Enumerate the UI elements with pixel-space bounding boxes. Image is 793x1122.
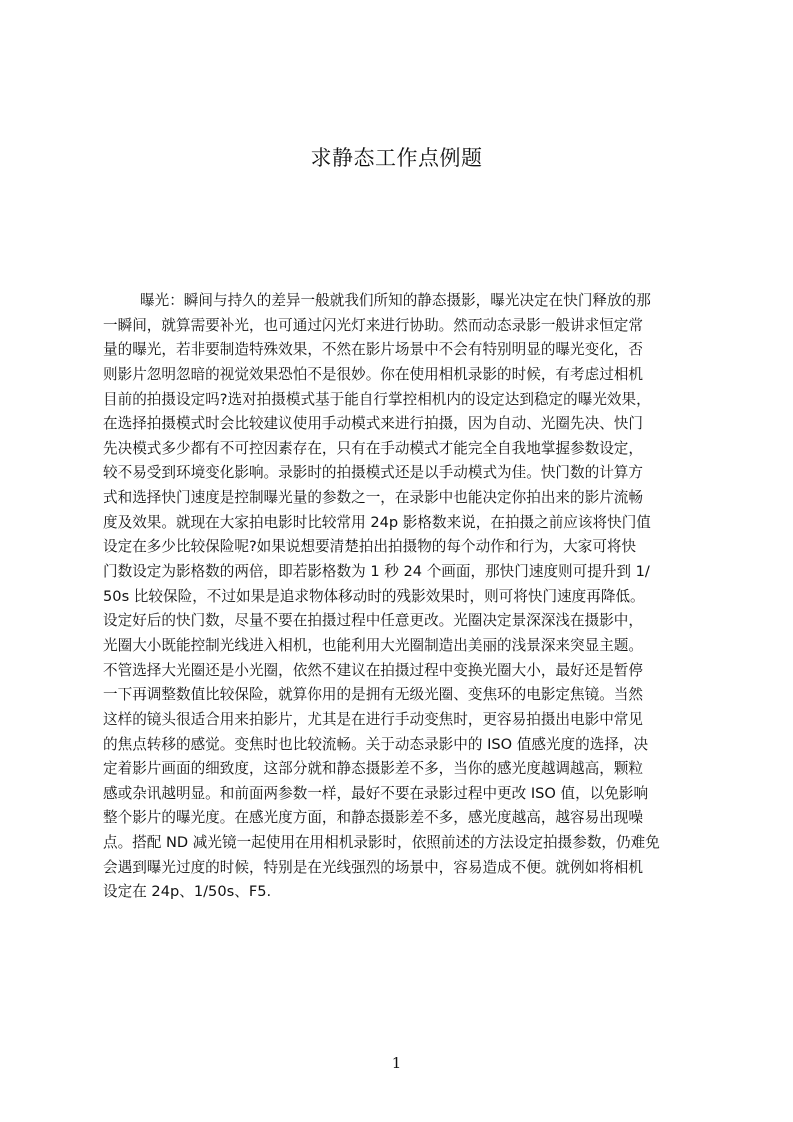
text-line: 度及效果。就现在大家拍电影时比较常用 24p 影格数来说，在拍摄之前应该将快门值 bbox=[103, 513, 651, 531]
text-line: 会遇到曝光过度的时候，特别是在光线强烈的场景中，容易造成不便。就例如将相机 bbox=[103, 858, 643, 876]
document-body bbox=[103, 289, 697, 905]
text-line: 定着影片画面的细致度，这部分就和静态摄影差不多，当你的感光度越调越高，颗粒 bbox=[103, 760, 643, 778]
text-line: 光圈大小既能控制光线进入相机，也能利用大光圈制造出美丽的浅景深来突显主题。 bbox=[103, 636, 643, 654]
text-line: 较不易受到环境变化影响。录影时的拍摄模式还是以手动模式为佳。快门数的计算方 bbox=[103, 464, 643, 482]
text-line: 的焦点转移的感觉。变焦时也比较流畅。关于动态录影中的 ISO 值感光度的选择，决 bbox=[103, 735, 649, 753]
text-line: 50s 比较保险，不过如果是追求物体移动时的残影效果时，则可将快门速度再降低。 bbox=[103, 587, 645, 605]
document-title: 求静态工作点例题 bbox=[310, 146, 483, 170]
text-line: 不管选择大光圈还是小光圈，依然不建议在拍摄过程中变换光圈大小，最好还是暂停 bbox=[103, 661, 643, 679]
text-line: 门数设定为影格数的两倍，即若影格数为 1 秒 24 个画面，那快门速度则可提升到 1/ bbox=[103, 563, 650, 581]
text-line: 一瞬间，就算需要补光，也可通过闪光灯来进行协助。然而动态录影一般讲求恒定常 bbox=[103, 316, 643, 334]
text-line: 目前的拍摄设定吗?选对拍摄模式基于能自行掌控相机内的设定达到稳定的曝光效果， bbox=[103, 390, 651, 408]
text-line: 点。搭配 ND 减光镜一起使用在用相机录影时，依照前述的方法设定拍摄参数，仍难免 bbox=[103, 834, 660, 852]
text-line: 设定好后的快门数，尽量不要在拍摄过程中任意更改。光圈决定景深深浅在摄影中， bbox=[103, 612, 643, 630]
text-line: 式和选择快门速度是控制曝光量的参数之一，在录影中也能决定你拍出来的影片流畅 bbox=[103, 489, 643, 507]
text-line: 曝光：瞬间与持久的差异一般就我们所知的静态摄影，曝光决定在快门释放的那 bbox=[140, 292, 651, 309]
text-line: 设定在 24p、1/50s、F5. bbox=[103, 883, 272, 901]
text-line: 一下再调整数值比较保险，就算你用的是拥有无级光圈、变焦环的电影定焦镜。当然 bbox=[103, 686, 643, 704]
text-line: 整个影片的曝光度。在感光度方面，和静态摄影差不多，感光度越高，越容易出现噪 bbox=[103, 809, 643, 827]
text-line: 先决模式多少都有不可控因素存在，只有在手动模式才能完全自我地掌握参数设定， bbox=[103, 439, 643, 457]
page-number: 1 bbox=[391, 1054, 402, 1072]
text-line: 这样的镜头很适合用来拍影片，尤其是在进行手动变焦时，更容易拍摄出电影中常见 bbox=[103, 710, 643, 728]
text-line: 在选择拍摄模式时会比较建议使用手动模式来进行拍摄，因为自动、光圈先决、快门 bbox=[103, 415, 643, 433]
text-line: 设定在多少比较保险呢?如果说想要清楚拍出拍摄物的每个动作和行为，大家可将快 bbox=[103, 538, 637, 556]
text-line: 感或杂讯越明显。和前面两参数一样，最好不要在录影过程中更改 ISO 值，以免影响 bbox=[103, 784, 649, 802]
text-line: 则影片忽明忽暗的视觉效果恐怕不是很妙。你在使用相机录影的时候，有考虑过相机 bbox=[103, 365, 643, 383]
text-line: 量的曝光，若非要制造特殊效果，不然在影片场景中不会有特别明显的曝光变化，否 bbox=[103, 341, 643, 359]
